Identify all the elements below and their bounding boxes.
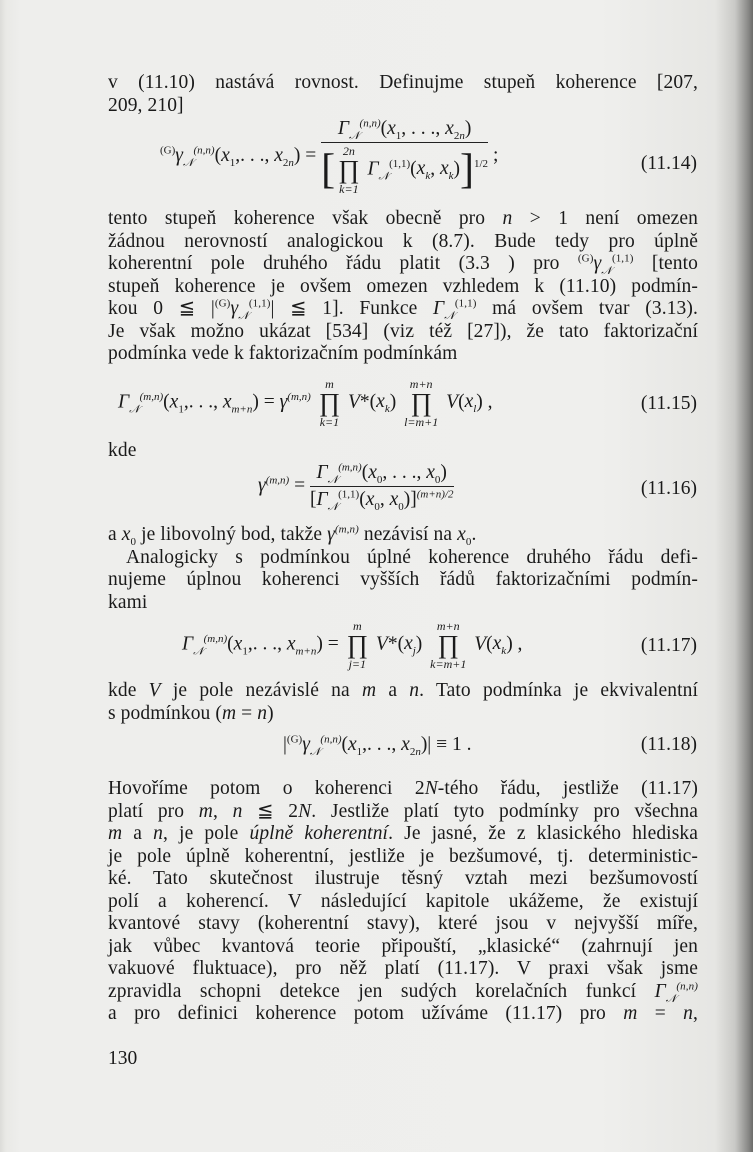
text-line: nujeme úplnou koherenci vyšších řádů faktorizačními podmín- [108,569,698,590]
equation-lhs: $^{(G)}\gamma_𝒩^{(n,n)}(x_1$,. . ., $x_{2n}$) = [160,144,317,169]
equation-11-15: $\Gamma_𝒩^{(m,n)}(x_1$,. . ., $x_{m+n}) = \gamma^{(m,n)}$ m ∏ k=1 $V*(x_k)$ m+n ∏ l=m+1 $V(x_l)$ , [118,377,493,429]
page-number: 130 [108,1048,138,1069]
text-line: Hovoříme potom o koherenci 2N-tého řádu, jestliže (11.17) [108,778,698,799]
text-line: v (11.10) nastává rovnost. Definujme stupeň koherence [207, [108,72,698,93]
equation-number: (11.18) [640,734,697,755]
text-line: je pole úplně koherentní, jestliže je bezšumové, tj. deterministic- [108,845,698,867]
equation-11-16: $\gamma^{(m,n)}$ = $\frac{\Gamma_𝒩^{(m,n)}(x_0, . . ., x_0)}{[\Gamma_𝒩^{(1,1)}(x_0, x_0)]^{(m+n)/2}}$ [258,461,454,513]
paragraph-x0 [108,524,698,614]
paragraph-hovorime [108,778,698,1026]
equation-number: (11.17) [640,635,697,656]
text-line: kde [108,440,137,461]
paragraph-kde-v [108,680,698,725]
paragraph-intro [108,72,698,117]
text-line: ké. Tato skutečnost ilustruje těsný vztah mezi bezšumovostí [108,868,698,889]
text-line: kami [108,591,148,613]
text-line: a $x_0$ je libovolný bod, takže $\gamma^{(m,n)}$ nezávisí na $x_0$. [108,523,477,548]
equation-fraction: $\frac{\Gamma_𝒩^{(m,n)}(x_0, . . ., x_0)}{[\Gamma_𝒩^{(1,1)}(x_0, x_0)]^{(m+n)/2}}$ [309,461,454,513]
text-line: podmínka vede k faktorizačním podmínkám [108,343,458,364]
text-line: polí a koherencí. V následující kapitole ukážeme, že existují [108,890,698,912]
text-line: m a n, je pole úplně koherentní. Je jasné, že z klasického hlediska [108,823,698,844]
equation-number: (11.16) [640,478,697,499]
text-line: zpravidla schopni detekce jen sudých korelačních funkcí $\Gamma_𝒩^{(n,n)}$ [108,980,698,1005]
text-line: jak vůbec kvantová teorie připouští, „klasické“ (zahrnují jen [108,935,698,957]
text-line: s podmínkou (m = n) [108,702,274,724]
equation-semicolon: ; [492,144,499,166]
text-line: Je však možno ukázat [534] (viz též [27]), že tato faktorizační [108,320,698,342]
text-line: žádnou nerovností analogickou k (8.7). Bude tedy pro úplně [108,230,698,252]
equation-11-17: $\Gamma_𝒩^{(m,n)}(x_1$,. . ., $x_{m+n}$) = m ∏ j=1 $V*(x_j)$ m+n ∏ k=m+1 $V(x_k)$ , [182,619,523,671]
equation-number: (11.14) [640,153,697,174]
text-line: koherentní pole druhého řádu platit (3.3 ) pro $^{(G)}\gamma_𝒩^{(1,1)}$ [tento [108,252,698,277]
text-line: platí pro m, n ≦ 2N. Jestliže platí tyto podmínky pro všechna [108,800,699,822]
text-line: stupeň koherence je ovšem omezen vzhledem k (11.10) podmín- [108,275,698,297]
equation-11-14 [160,118,498,195]
equation-fraction: $\Gamma_𝒩^{(n,n)}(x_1$, . . ., $x_{2n}$) [ 2n ∏ k=1 $\Gamma_𝒩^{(1,1)}(x_k$, $x_k)]^{1/2}$ [321,117,489,196]
text-line: Analogicky s podmínkou úplné koherence druhého řádu defi- [126,546,698,568]
paragraph-stupen [108,208,698,366]
equation-number: (11.15) [640,393,697,414]
text-line: a pro definici koherence potom užíváme (11.17) pro m = n, [108,1003,698,1024]
text-line: kou 0 ≦ $|^{(G)}\gamma_𝒩^{(1,1)}|$ ≦ 1]. Funkce $\Gamma_𝒩^{(1,1)}$ má ovšem tvar (3.13). [108,297,698,322]
text-line: kde V je pole nezávislé na m a n. Tato podmínka je ekvivalentní [108,680,698,701]
text-line: kvantové stavy (koherentní stavy), které jsou v nejvyšší míře, [108,913,698,934]
text-line: 209, 210] [108,94,184,116]
text-line: vakuové fluktuace), pro něž platí (11.17). V praxi však jsme [108,958,698,979]
label-kde [108,440,698,463]
equation-11-18: $|^{(G)}\gamma_𝒩^{(n,n)}(x_1$,. . ., $x_{2n})| \equiv 1$ . [283,733,472,758]
text-line: tento stupeň koherence však obecně pro n > 1 není omezen [108,208,698,229]
